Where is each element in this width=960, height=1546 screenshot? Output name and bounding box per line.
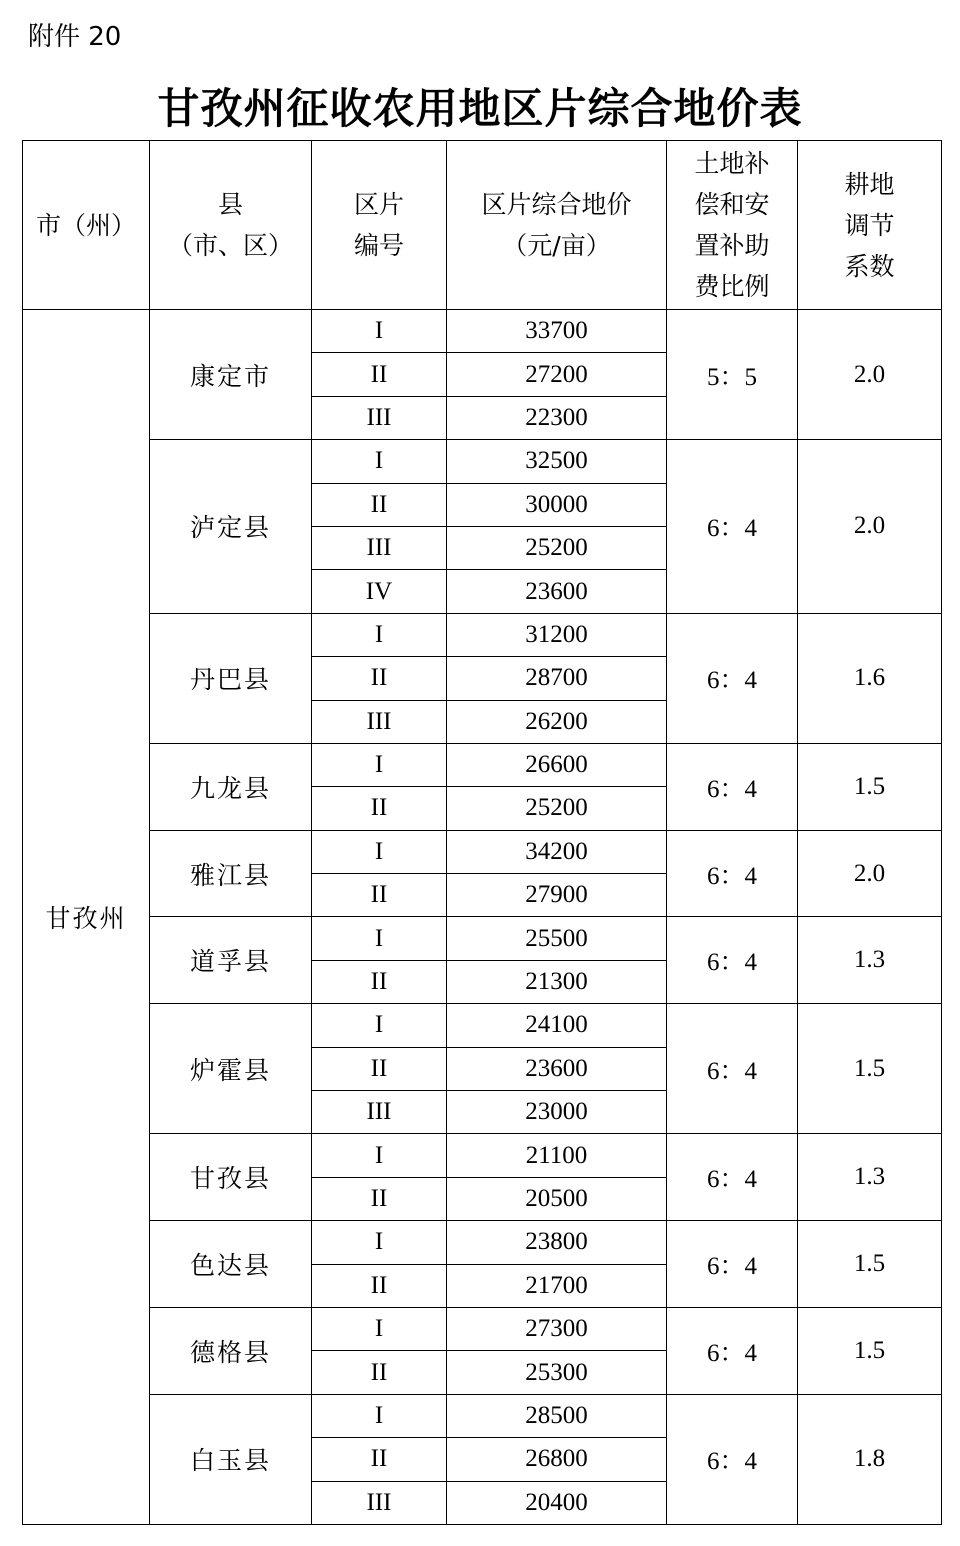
header-city: 市（州）: [23, 141, 150, 310]
zone-number-cell: II: [312, 1264, 447, 1307]
zone-number-cell: III: [312, 526, 447, 569]
zone-price-cell: 20500: [447, 1177, 667, 1220]
zone-number-cell: II: [312, 874, 447, 917]
county-cell: 泸定县: [150, 440, 312, 614]
zone-number-cell: II: [312, 1047, 447, 1090]
table-row: [23, 1394, 942, 1437]
land-price-table: [22, 140, 942, 1525]
ratio-cell: 6：4: [667, 1134, 798, 1221]
ratio-cell: 6：4: [667, 743, 798, 830]
table-row: [23, 613, 942, 656]
zone-price-cell: 30000: [447, 483, 667, 526]
zone-number-cell: I: [312, 310, 447, 353]
table-row: [23, 917, 942, 960]
header-price: 区片综合地价 （元/亩）: [447, 141, 667, 310]
zone-price-cell: 28500: [447, 1394, 667, 1437]
zone-price-cell: 25200: [447, 787, 667, 830]
zone-price-cell: 27900: [447, 874, 667, 917]
coefficient-cell: 1.5: [798, 743, 942, 830]
coefficient-cell: 1.8: [798, 1394, 942, 1524]
header-ratio: 土地补 偿和安 置补助 费比例: [667, 141, 798, 310]
zone-price-cell: 23600: [447, 1047, 667, 1090]
zone-price-cell: 33700: [447, 310, 667, 353]
coefficient-cell: 1.6: [798, 613, 942, 743]
county-cell: 色达县: [150, 1221, 312, 1308]
ratio-cell: 6：4: [667, 917, 798, 1004]
county-cell: 康定市: [150, 310, 312, 440]
zone-price-cell: 22300: [447, 396, 667, 439]
annex-label: 附件 20: [28, 22, 122, 52]
zone-price-cell: 23600: [447, 570, 667, 613]
zone-price-cell: 23000: [447, 1091, 667, 1134]
header-county: 县 （市、区）: [150, 141, 312, 310]
ratio-cell: 6：4: [667, 1221, 798, 1308]
coefficient-cell: 2.0: [798, 440, 942, 614]
zone-price-cell: 25300: [447, 1351, 667, 1394]
county-cell: 炉霍县: [150, 1004, 312, 1134]
county-cell: 甘孜县: [150, 1134, 312, 1221]
zone-number-cell: I: [312, 1004, 447, 1047]
county-cell: 白玉县: [150, 1394, 312, 1524]
ratio-cell: 6：4: [667, 440, 798, 614]
zone-number-cell: II: [312, 483, 447, 526]
zone-price-cell: 27200: [447, 353, 667, 396]
zone-number-cell: III: [312, 396, 447, 439]
zone-price-cell: 23800: [447, 1221, 667, 1264]
zone-price-cell: 21100: [447, 1134, 667, 1177]
coefficient-cell: 1.3: [798, 917, 942, 1004]
zone-number-cell: I: [312, 1134, 447, 1177]
header-coefficient: 耕地 调节 系数: [798, 141, 942, 310]
zone-number-cell: II: [312, 1351, 447, 1394]
coefficient-cell: 1.5: [798, 1004, 942, 1134]
zone-number-cell: I: [312, 1394, 447, 1437]
table-row: [23, 1004, 942, 1047]
zone-price-cell: 27300: [447, 1307, 667, 1350]
zone-number-cell: I: [312, 830, 447, 873]
ratio-cell: 6：4: [667, 1307, 798, 1394]
ratio-cell: 6：4: [667, 830, 798, 917]
zone-number-cell: II: [312, 353, 447, 396]
zone-price-cell: 25500: [447, 917, 667, 960]
ratio-cell: 6：4: [667, 1004, 798, 1134]
zone-number-cell: I: [312, 1307, 447, 1350]
zone-number-cell: II: [312, 1177, 447, 1220]
coefficient-cell: 2.0: [798, 310, 942, 440]
ratio-cell: 5：5: [667, 310, 798, 440]
zone-price-cell: 24100: [447, 1004, 667, 1047]
zone-price-cell: 32500: [447, 440, 667, 483]
county-cell: 丹巴县: [150, 613, 312, 743]
table-row: [23, 1221, 942, 1264]
zone-number-cell: III: [312, 700, 447, 743]
zone-price-cell: 26200: [447, 700, 667, 743]
header-zone-no: 区片 编号: [312, 141, 447, 310]
header-row: [23, 141, 942, 310]
zone-number-cell: II: [312, 1438, 447, 1481]
page-title: 甘孜州征收农用地区片综合地价表: [157, 84, 803, 133]
ratio-cell: 6：4: [667, 1394, 798, 1524]
zone-price-cell: 26600: [447, 743, 667, 786]
zone-number-cell: I: [312, 917, 447, 960]
table-row: [23, 743, 942, 786]
coefficient-cell: 1.5: [798, 1307, 942, 1394]
zone-price-cell: 31200: [447, 613, 667, 656]
zone-price-cell: 21700: [447, 1264, 667, 1307]
zone-number-cell: I: [312, 613, 447, 656]
ratio-cell: 6：4: [667, 613, 798, 743]
zone-number-cell: II: [312, 960, 447, 1003]
prefecture-cell: 甘孜州: [23, 310, 150, 1525]
table-row: [23, 1134, 942, 1177]
zone-price-cell: 34200: [447, 830, 667, 873]
zone-number-cell: III: [312, 1481, 447, 1524]
county-cell: 雅江县: [150, 830, 312, 917]
zone-number-cell: IV: [312, 570, 447, 613]
coefficient-cell: 2.0: [798, 830, 942, 917]
zone-number-cell: II: [312, 787, 447, 830]
zone-number-cell: I: [312, 440, 447, 483]
table-row: [23, 1307, 942, 1350]
zone-price-cell: 26800: [447, 1438, 667, 1481]
zone-price-cell: 21300: [447, 960, 667, 1003]
table-row: [23, 310, 942, 353]
zone-price-cell: 25200: [447, 526, 667, 569]
county-cell: 道孚县: [150, 917, 312, 1004]
county-cell: 德格县: [150, 1307, 312, 1394]
coefficient-cell: 1.5: [798, 1221, 942, 1308]
zone-number-cell: III: [312, 1091, 447, 1134]
coefficient-cell: 1.3: [798, 1134, 942, 1221]
table-row: [23, 830, 942, 873]
table-row: [23, 440, 942, 483]
zone-price-cell: 28700: [447, 657, 667, 700]
zone-number-cell: I: [312, 743, 447, 786]
zone-price-cell: 20400: [447, 1481, 667, 1524]
zone-number-cell: II: [312, 657, 447, 700]
zone-number-cell: I: [312, 1221, 447, 1264]
county-cell: 九龙县: [150, 743, 312, 830]
